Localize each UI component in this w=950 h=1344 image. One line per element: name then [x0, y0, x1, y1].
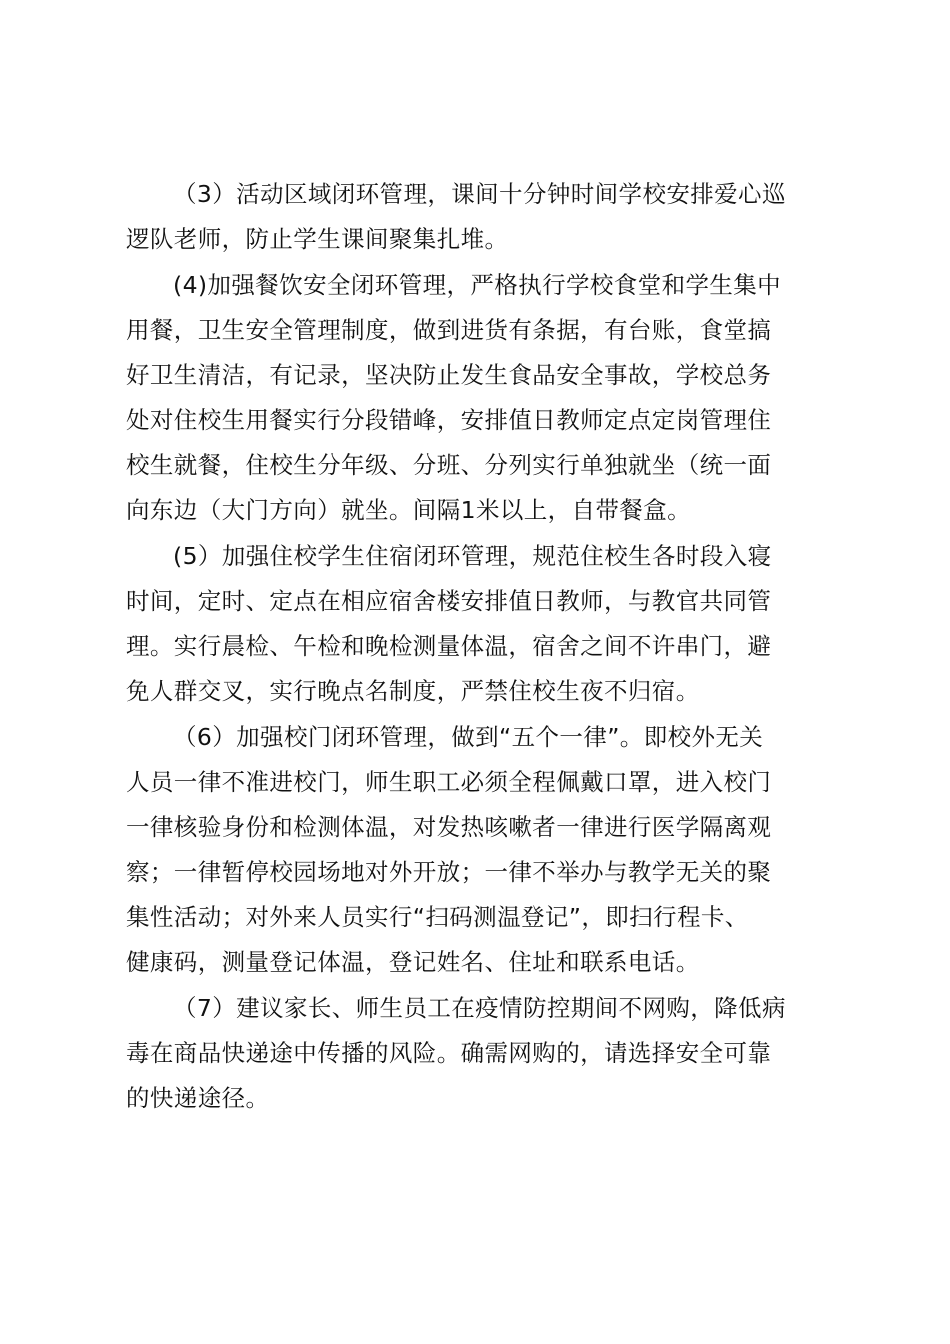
paragraph-line: 用餐，卫生安全管理制度，做到进货有条据，有台账，食堂搞: [126, 316, 772, 344]
paragraph-line: 时间，定时、定点在相应宿舍楼安排值日教师，与教官共同管: [126, 587, 772, 615]
paragraph-line: 一律核验身份和检测体温，对发热咳嗽者一律进行医学隔离观: [126, 813, 772, 841]
paragraph-line: 理。实行晨检、午检和晚检测量体温，宿舍之间不许串门，避: [126, 632, 772, 660]
paragraph-line: 校生就餐，住校生分年级、分班、分列实行单独就坐（统一面: [126, 451, 772, 479]
paragraph-line: （3）活动区域闭环管理，课间十分钟时间学校安排爱心巡: [173, 180, 786, 208]
paragraph-5: [126, 534, 832, 714]
paragraph-line: 集性活动；对外来人员实行“扫码测温登记”，即扫行程卡、: [126, 903, 749, 931]
paragraph-line: 处对住校生用餐实行分段错峰，安排值日教师定点定岗管理住: [126, 406, 772, 434]
paragraph-line: 毒在商品快递途中传播的风险。确需网购的，请选择安全可靠: [126, 1039, 772, 1067]
paragraph-line: 人员一律不准进校门，师生职工必须全程佩戴口罩，进入校门: [126, 768, 772, 796]
paragraph-line: （7）建议家长、师生员工在疫情防控期间不网购，降低病: [173, 994, 786, 1022]
paragraph-line: 察；一律暂停校园场地对外开放；一律不举办与教学无关的聚: [126, 858, 772, 886]
paragraph-3: [126, 172, 832, 262]
paragraph-line: 免人群交叉，实行晚点名制度，严禁住校生夜不归宿。: [126, 677, 700, 705]
paragraph-line: (4)加强餐饮安全闭环管理，严格执行学校食堂和学生集中: [173, 271, 782, 299]
paragraph-line: 向东边（大门方向）就坐。间隔1米以上，自带餐盒。: [126, 496, 692, 524]
paragraph-line: （6）加强校门闭环管理，做到“五个一律”。即校外无关: [173, 723, 764, 751]
paragraph-4: [126, 263, 832, 533]
paragraph-line: 的快递途径。: [126, 1084, 270, 1112]
paragraph-line: (5）加强住校学生住宿闭环管理，规范住校生各时段入寝: [173, 542, 772, 570]
paragraph-line: 好卫生清洁，有记录，坚决防止发生食品安全事故，学校总务: [126, 361, 772, 389]
paragraph-line: 健康码，测量登记体温，登记姓名、住址和联系电话。: [126, 948, 700, 976]
paragraph-line: 逻队老师，防止学生课间聚集扎堆。: [126, 225, 509, 253]
paragraph-6: [126, 715, 832, 985]
document-page: [126, 172, 832, 1122]
paragraph-7: [126, 986, 832, 1121]
